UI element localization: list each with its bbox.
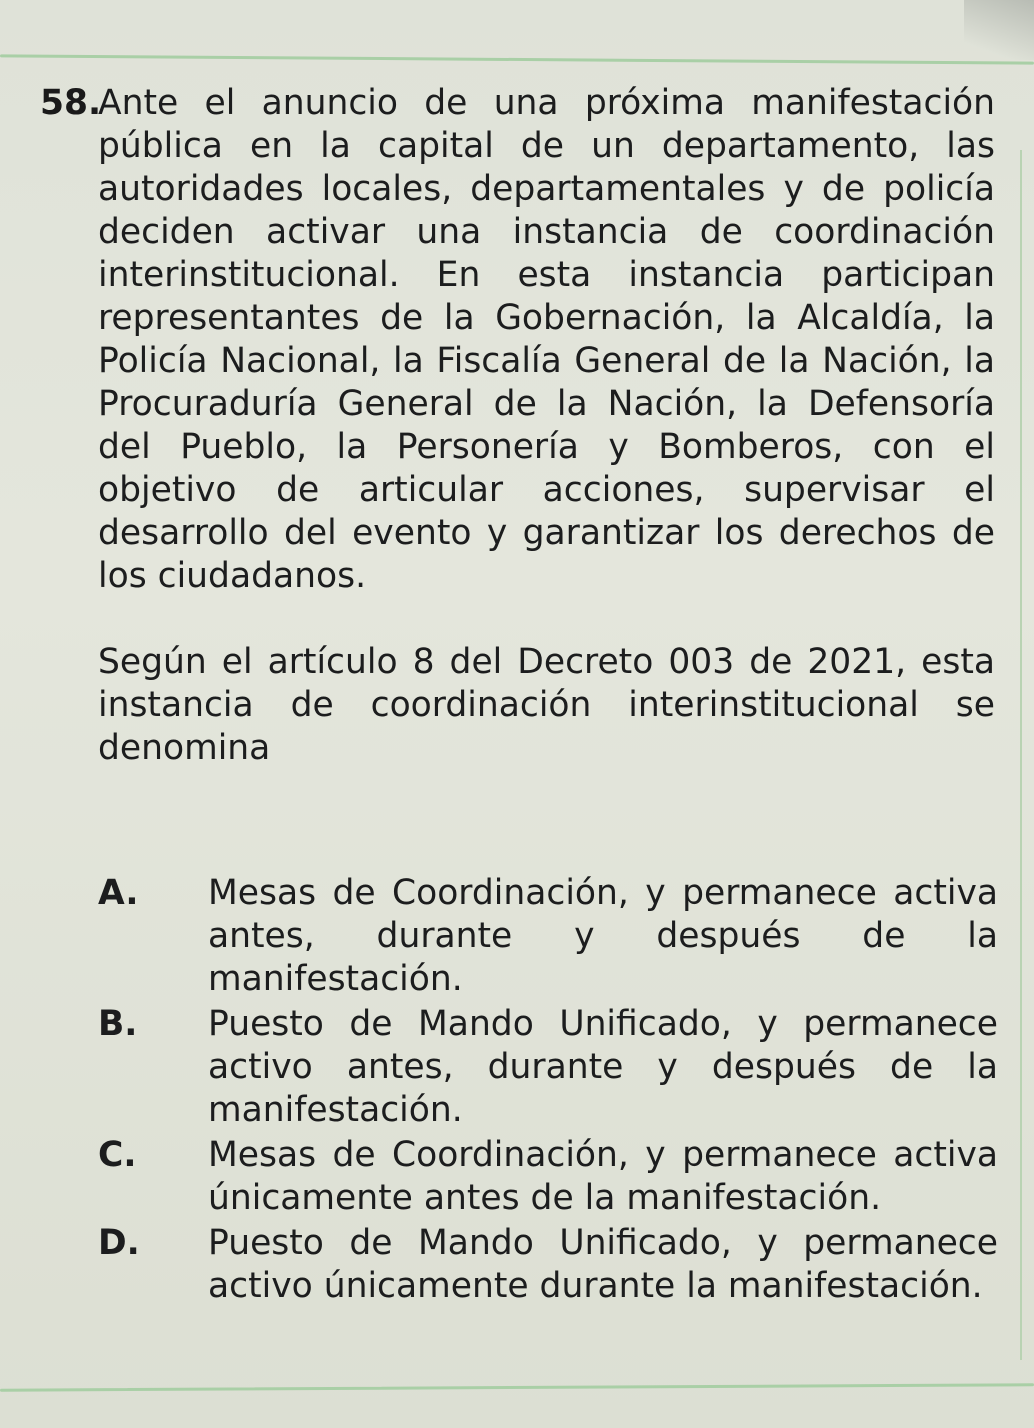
bottom-green-rule: [0, 1383, 1034, 1391]
option-text: Puesto de Mando Unificado, y permanece activo únicamente durante la manifestación.: [208, 1223, 998, 1306]
question-text: Ante el anuncio de una próxima manifestación pública en la capital de un departamento, las autoridades locales, departamentales y de policía deciden activar una instancia de coordinación interinstitucional. En esta instancia participan representantes de la Gobernación, la Alcaldía, la Policía Nacional, la Fiscalía General de la Nación, la Procuraduría General de la Nación, la Defensoría del Pueblo, la Personería y Bomberos, con el objetivo de articular acciones, supervisar el desarrollo del evento y garantizar los derechos de los ciudadanos.: [98, 83, 995, 596]
option-text: Puesto de Mando Unificado, y permanece activo antes, durante y después de la manifestación.: [208, 1004, 998, 1130]
question-followup: Según el artículo 8 del Decreto 003 de 2021, esta instancia de coordinación interinstitucional se denomina: [98, 642, 995, 768]
right-green-rule: [1020, 150, 1022, 1360]
option-a[interactable]: [98, 872, 998, 1001]
option-b[interactable]: [98, 1003, 998, 1132]
option-letter: D.: [98, 1223, 140, 1263]
option-c[interactable]: [98, 1134, 998, 1220]
option-text: Mesas de Coordinación, y permanece activa antes, durante y después de la manifestación.: [208, 873, 998, 999]
option-letter: B.: [98, 1004, 138, 1044]
answer-options: [98, 872, 998, 1310]
option-d[interactable]: [98, 1222, 998, 1308]
top-green-rule: [0, 54, 1034, 64]
question-stem: [40, 82, 995, 598]
option-letter: C.: [98, 1135, 137, 1175]
page-corner-shadow: [964, 0, 1034, 60]
question-number: 58.: [40, 83, 102, 123]
question-block: [40, 82, 995, 770]
option-letter: A.: [98, 873, 139, 913]
option-text: Mesas de Coordinación, y permanece activa únicamente antes de la manifestación.: [208, 1135, 998, 1218]
